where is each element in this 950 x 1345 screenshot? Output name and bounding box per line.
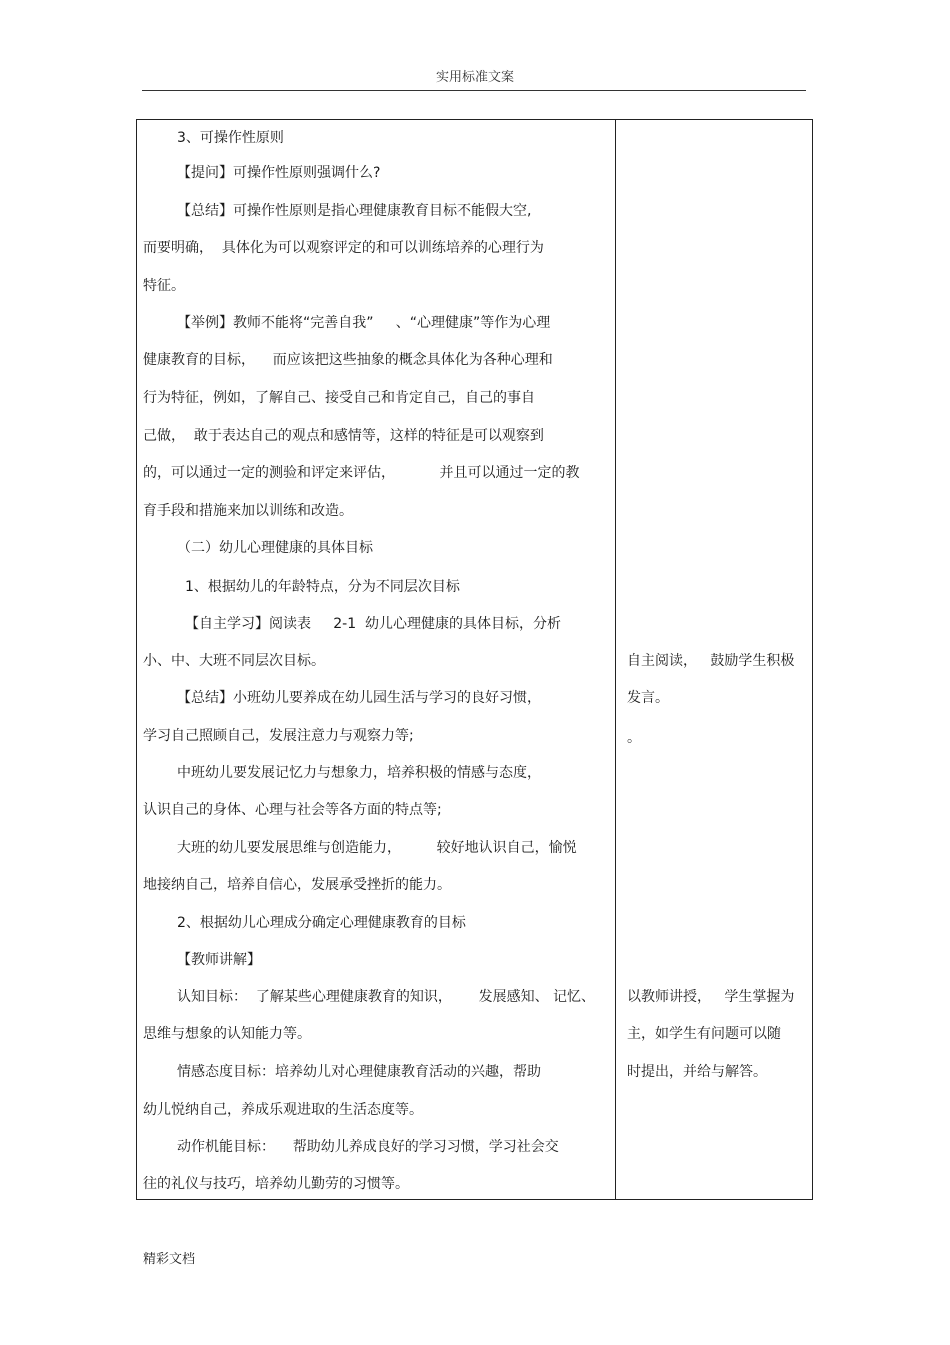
main-line: 认知目标： 了解某些心理健康教育的知识， 发展感知、 记忆、 — [177, 989, 596, 1005]
side-line: 以教师讲授， 学生掌握为 — [627, 989, 795, 1005]
main-line: 大班的幼儿要发展思维与创造能力， 较好地认识自己，愉悦 — [177, 840, 577, 856]
main-line: 中班幼儿要发展记忆力与想象力，培养积极的情感与态度， — [177, 765, 541, 781]
main-line: 往的礼仪与技巧，培养幼儿勤劳的习惯等。 — [143, 1176, 409, 1192]
side-line: 时提出，并给与解答。 — [627, 1064, 767, 1080]
main-line: 3、可操作性原则 — [177, 130, 284, 146]
side-line: 自主阅读， 鼓励学生积极 — [627, 653, 795, 669]
main-line: 动作机能目标： 帮助幼儿养成良好的学习习惯，学习社会交 — [177, 1139, 559, 1155]
main-line: 情感态度目标：培养幼儿对心理健康教育活动的兴趣，帮助 — [177, 1064, 541, 1080]
main-line: 己做， 敢于表达自己的观点和感情等，这样的特征是可以观察到 — [143, 428, 544, 444]
main-line: 【总结】小班幼儿要养成在幼儿园生活与学习的良好习惯， — [177, 690, 541, 706]
side-line: 。 — [627, 730, 641, 746]
main-line: 地接纳自己，培养自信心，发展承受挫折的能力。 — [143, 877, 451, 893]
main-line: 1、根据幼儿的年龄特点，分为不同层次目标 — [185, 579, 460, 595]
main-line: （二）幼儿心理健康的具体目标 — [177, 540, 373, 556]
main-line: 的，可以通过一定的测验和评定来评估， 并且可以通过一定的教 — [143, 465, 580, 481]
side-line: 发言。 — [627, 690, 669, 706]
main-line: 【提问】可操作性原则强调什么? — [177, 165, 381, 181]
main-line: 小、中、大班不同层次目标。 — [143, 653, 325, 669]
main-line: 【总结】可操作性原则是指心理健康教育目标不能假大空, — [177, 203, 532, 219]
main-line: 【自主学习】阅读表 2-1 幼儿心理健康的具体目标，分析 — [185, 616, 562, 632]
main-line: 健康教育的目标， 而应该把这些抽象的概念具体化为各种心理和 — [143, 352, 553, 368]
main-line: 学习自己照顾自己，发展注意力与观察力等; — [143, 728, 414, 744]
main-line: 育手段和措施来加以训练和改造。 — [143, 503, 353, 519]
main-line: 行为特征，例如，了解自己、接受自己和肯定自己，自己的事自 — [143, 390, 535, 406]
main-line: 思维与想象的认知能力等。 — [143, 1026, 311, 1042]
main-line: 【教师讲解】 — [177, 952, 261, 968]
header-divider — [142, 90, 806, 91]
main-line: 【举例】教师不能将“完善自我” 、“心理健康”等作为心理 — [177, 315, 551, 331]
main-line: 2、根据幼儿心理成分确定心理健康教育的目标 — [177, 915, 466, 931]
main-line: 幼儿悦纳自己，养成乐观进取的生活态度等。 — [143, 1102, 423, 1118]
table-column-divider — [615, 119, 616, 1200]
main-line: 认识自己的身体、心理与社会等各方面的特点等; — [143, 802, 442, 818]
main-line: 而要明确， 具体化为可以观察评定的和可以训练培养的心理行为 — [143, 240, 544, 256]
side-line: 主，如学生有问题可以随 — [627, 1026, 781, 1042]
page-header-title: 实用标准文案 — [435, 70, 514, 85]
page-footer: 精彩文档 — [143, 1252, 196, 1267]
main-line: 特征。 — [143, 278, 185, 294]
